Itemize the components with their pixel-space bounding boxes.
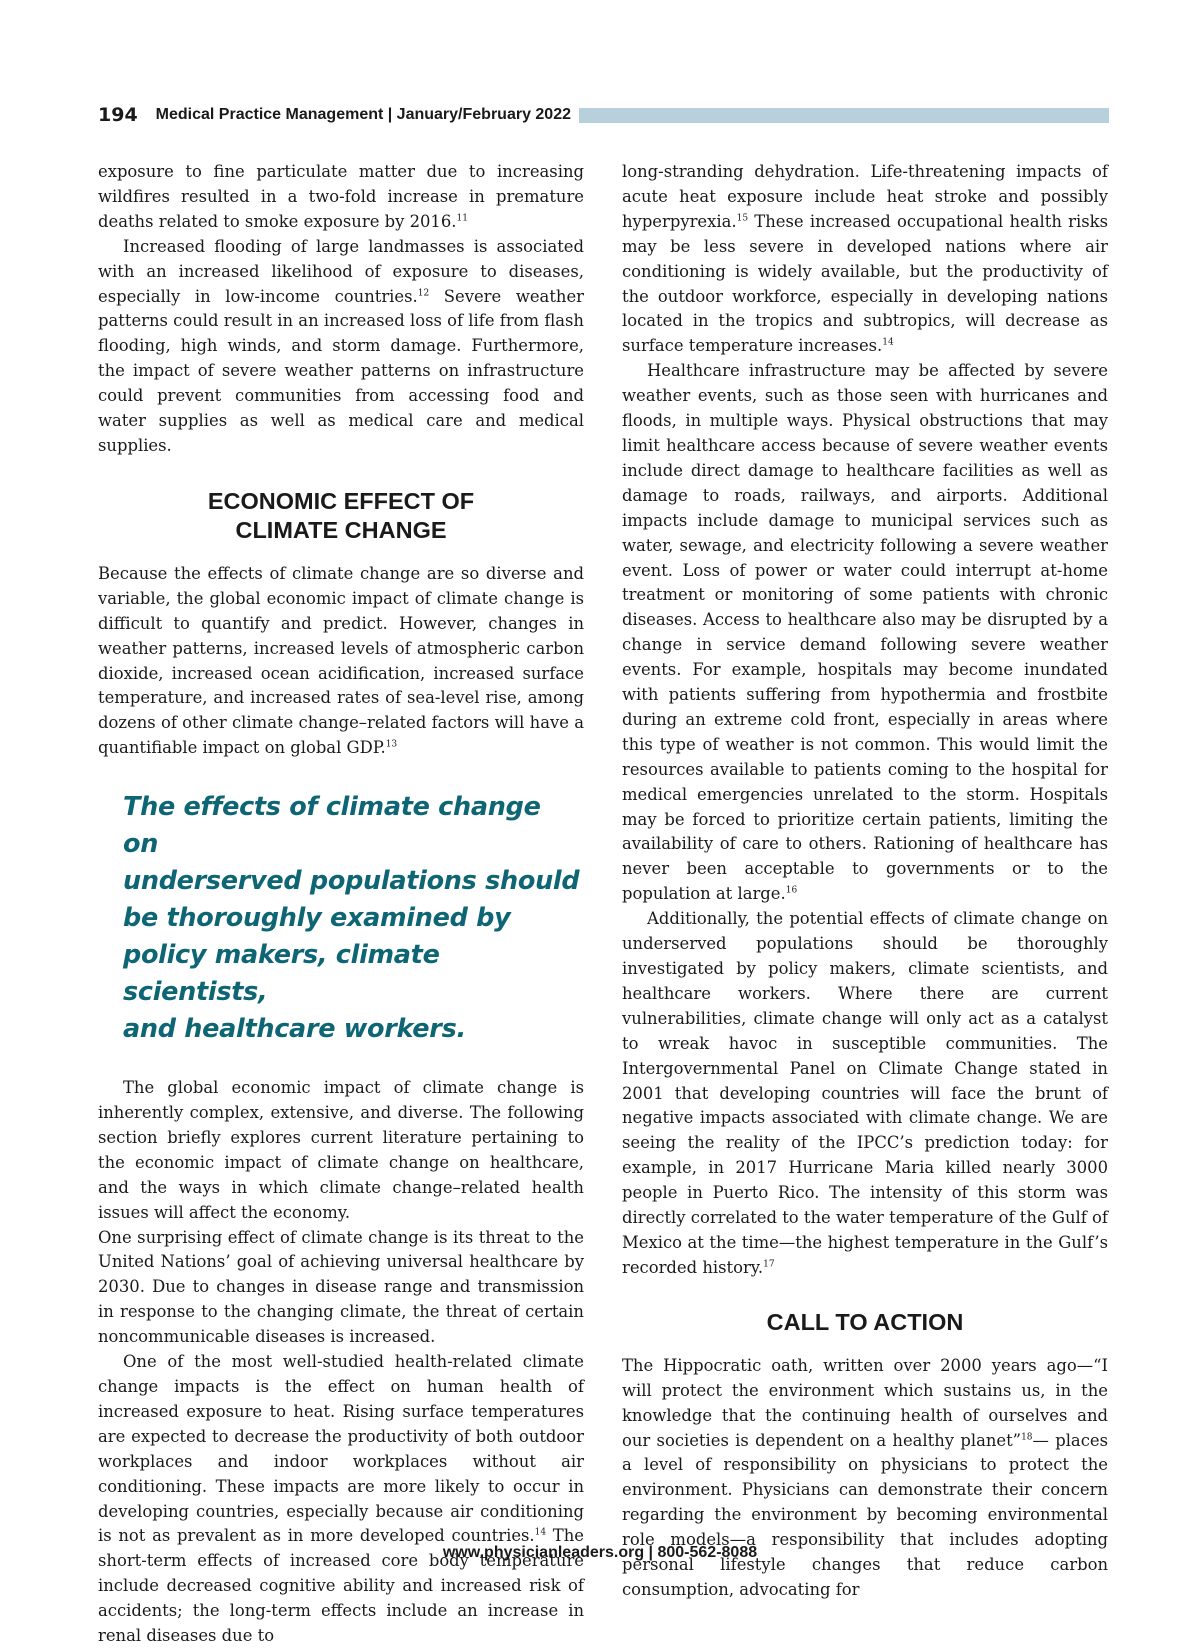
- reference-marker: 12: [417, 288, 430, 299]
- section-heading-call-to-action: CALL TO ACTION: [766, 1308, 964, 1335]
- paragraph: Additionally, the potential effects of climate change on underserved populations should be thoroughly investigated by policy makers, climate scientists, and healthcare workers. Where there are current vulnerabilities, climate change will only act as a catalyst to wreak havoc in susceptible communities. The Intergovernmental Panel on Climate Change stated in 2001 that developing countries will face the brunt of negative impacts associated with climate change. We are seeing the reality of the IPCC’s prediction today: for example, in 2017 Hurricane Maria killed nearly 3000 people in Puerto Rico. The intensity of this storm was directly correlated to the water temperature of the Gulf of Mexico at the time—the highest temperature in the Gulf’s recorded history.$^{17}$: [622, 909, 1108, 1277]
- reference-marker: 11: [456, 213, 468, 224]
- paragraph: long-stranding dehydration. Life-threatening impacts of acute heat exposure include heat stroke and possibly hyperpyrexia.$^{15}$ These increased occupational health risks may be less severe in developed nations where air conditioning is widely available, but the productivity of the outdoor workforce, especially in developing nations located in the tropics and subtropics, will decrease as surface temperature increases.$^{14}$: [622, 162, 1108, 356]
- reference-marker: 13: [385, 739, 398, 750]
- left-column: [98, 160, 584, 1649]
- paragraph: The global economic impact of climate change is inherently complex, extensive, and diverse. The following section briefly explores current literature pertaining to the economic impact of climate change on healthcare, and the ways in which climate change–related health issues will affect the economy.: [98, 1078, 584, 1222]
- reference-marker: 16: [785, 885, 798, 896]
- paragraph: One surprising effect of climate change is its threat to the United Nations’ goal of achieving universal healthcare by 2030. Due to changes in disease range and transmission in response to the changing climate, the threat of certain noncommunicable diseases is increased.: [98, 1227, 584, 1347]
- reference-marker: 14: [534, 1527, 547, 1538]
- page-footer: www.physicianleaders.org | 800-562-8088: [442, 1544, 758, 1561]
- reference-marker: 14: [882, 337, 894, 348]
- paragraph: The Hippocratic oath, written over 2000 years ago—“I will protect the environment which sustains us, in the knowledge that the continuing health of ourselves and our societies is dependent on a healthy planet”$^{18}$— places a level of responsibility on physicians to protect the environment. Physicians can demonstrate their concern regarding the environment by becoming environmental role models—a responsibility that includes adopting personal lifestyle changes that reduce carbon consumption, advocating for: [622, 1355, 1108, 1599]
- running-title: Medical Practice Management | January/February 2022: [155, 106, 571, 123]
- reference-marker: 17: [763, 1259, 775, 1270]
- reference-marker: 18: [1021, 1432, 1033, 1443]
- pull-quote: The effects of climate change on underserved populations should be thoroughly examined by policy makers, climate scientists, and healthcare workers.: [123, 792, 580, 1045]
- paragraph: exposure to fine particulate matter due to increasing wildfires resulted in a two-fold increase in premature deaths related to smoke exposure by 2016.11: [98, 162, 584, 231]
- paragraph: Because the effects of climate change are so diverse and variable, the global economic impact of climate change is difficult to quantify and predict. However, changes in weather patterns, increased levels of atmospheric carbon dioxide, increased ocean acidification, increased surface temperature, and increased rates of sea-level rise, among dozens of other climate change–related factors will have a quantifiable impact on global GDP.$^{13}$: [98, 563, 584, 758]
- header-decorative-bar: [579, 108, 1109, 123]
- section-heading-economic-effect: ECONOMIC EFFECT OF CLIMATE CHANGE: [207, 487, 475, 543]
- paragraph: One of the most well-studied health-related climate change impacts is the effect on human health of increased exposure to heat. Rising surface temperatures are expected to decrease the productivity of both outdoor workplaces and indoor workplaces without air conditioning. These impacts are more likely to occur in developing countries, especially because air conditioning is not as prevalent as in more developed countries.$^{14}$ The short-term effects of increased core body temperature include decreased cognitive ability and increased risk of accidents; the long-term effects include an increase in renal diseases due to: [98, 1352, 584, 1646]
- right-column: [622, 160, 1108, 1603]
- page-number: 194: [98, 104, 138, 126]
- page-header: [98, 101, 1109, 129]
- reference-marker: 15: [736, 213, 749, 224]
- paragraph: Increased flooding of large landmasses is associated with an increased likelihood of exposure to diseases, especially in low-income countries.$^{12}$ Severe weather patterns could result in an increased loss of life from flash flooding, high winds, and storm damage. Furthermore, the impact of severe weather patterns on infrastructure could prevent communities from accessing food and water supplies as well as medical care and medical supplies.: [98, 236, 584, 455]
- paragraph: Healthcare infrastructure may be affected by severe weather events, such as those seen with hurricanes and floods, in multiple ways. Physical obstructions that may limit healthcare access because of severe weather events include direct damage to healthcare facilities as well as damage to roads, railways, and airports. Additional impacts include damage to municipal services such as water, sewage, and electricity following a severe weather event. Loss of power or water could interrupt at-home treatment or monitoring of some patients with chronic diseases. Access to healthcare also may be disrupted by a change in service demand following severe weather events. For example, hospitals may become inundated with patients suffering from hypothermia and frostbite during an extreme cold front, especially in areas where this type of weather is not common. This would limit the resources available to patients coming to the hospital for medical emergencies unrelated to the storm. Hospitals may be forced to prioritize certain patients, limiting the availability of care to others. Rationing of healthcare has never been acceptable to governments or to the population at large.$^{16}$: [622, 361, 1108, 904]
